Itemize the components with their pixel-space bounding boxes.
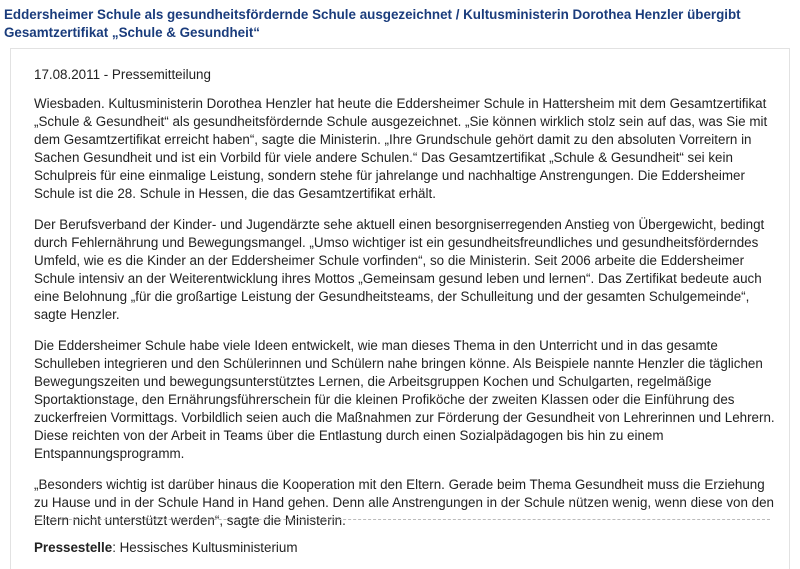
- press-office-separator: :: [112, 540, 120, 555]
- paragraph-4: „Besonders wichtig ist darüber hinaus die Kooperation mit den Eltern. Gerade beim Thema Gesundheit muss die Erziehung zu Hause und in der Schule Hand in Hand gehen. Denn alle Anstrengungen in der Schule nützen wenig, wenn diese von den Eltern nicht unterstützt werden“, sagte die Ministerin.: [34, 477, 774, 528]
- paragraph-3: Die Eddersheimer Schule habe viele Ideen entwickelt, wie man dieses Thema in den Unterricht und in das gesamte Schulleben integrieren und den Schülerinnen und Schülern nahe bringen könne. Als Beispiele nannte Henzler die täglichen Bewegungszeiten und bewegungsunterstütztes Lernen, die Arbeitsgruppen Kochen und Schulgarten, regelmäßige Sportaktionstage, den Ernährungsführerschein für die kleinen Profiköche der zweiten Klassen oder die Einführung des zuckerfreien Vormittags. Vorbildlich seien auch die Maßnahmen zur Förderung der Gesundheit von Lehrerinnen und Lehrern. Diese reichten von der Arbeit in Teams über die Entlastung durch einen Sozialpädagogen bis hin zu einem Entspannungsprogramm.: [34, 338, 775, 461]
- press-office-label: Pressestelle: [34, 540, 113, 555]
- article-content: [34, 67, 778, 543]
- article-body: [10, 48, 790, 569]
- paragraph-2: Der Berufsverband der Kinder- und Jugendärzte sehe aktuell einen besorgniserregenden Anstieg von Übergewicht, bedingt durch Fehlernährung und Bewegungsmangel. „Umso wichtiger ist ein gesundheitsfreundliches und gesundheitsförderndes Umfeld, wie es die Kinder an der Eddersheimer Schule vorfinden“, so die Ministerin. Seit 2006 arbeite die Eddersheimer Schule intensiv an der Weiterentwicklung ihres Mottos „Gemeinsam gesund leben und lernen“. Das Zertifikat bedeute auch eine Belohnung „für die großartige Leistung der Gesundheitsteams, der Schulleitung und der gesamten Schulgemeinde“, sagte Henzler.: [34, 217, 765, 322]
- article-title: Eddersheimer Schule als gesundheitsfördernde Schule ausgezeichnet / Kultusministerin Dorothea Henzler übergibt Gesamtzertifikat „Schule & Gesundheit“: [4, 7, 741, 40]
- press-office: [34, 539, 298, 557]
- press-office-value: Hessisches Kultusministerium: [119, 540, 298, 555]
- footer-divider: [34, 519, 770, 520]
- publication-date: 17.08.2011 - Pressemitteilung: [34, 67, 211, 82]
- paragraph-1: Wiesbaden. Kultusministerin Dorothea Henzler hat heute die Eddersheimer Schule in Hattersheim mit dem Gesamtzertifikat „Schule & Gesundheit“ als gesundheitsfördernde Schule ausgezeichnet. „Sie können wirklich stolz sein auf das, was Sie mit dem Gesamtzertifikat erreicht haben“, sagte die Ministerin. „Ihre Grundschule gehört damit zu den absoluten Vorreitern in Sachen Gesundheit und ist ein Vorbild für viele andere Schulen.“ Das Gesamtzertifikat „Schule & Gesundheit“ sei kein Schulpreis für eine einmalige Leistung, sondern stehe für jahrelange und nachhaltige Anstrengungen. Die Eddersheimer Schule ist die 28. Schule in Hessen, die das Gesamtzertifikat erhält.: [34, 96, 768, 201]
